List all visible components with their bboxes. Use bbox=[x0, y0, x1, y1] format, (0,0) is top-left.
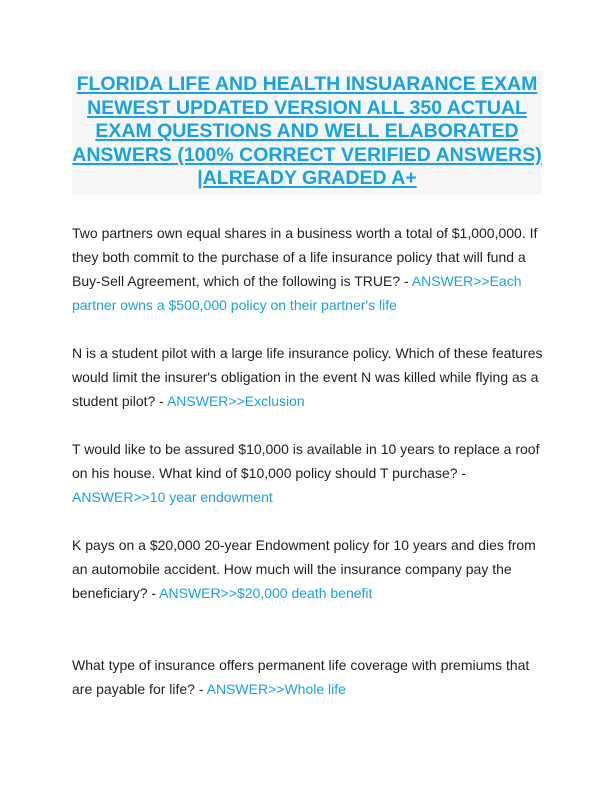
title-banner bbox=[72, 70, 542, 195]
answer-text: ANSWER>>$20,000 death benefit bbox=[159, 585, 373, 601]
question-text: N is a student pilot with a large life insurance policy. Which of these features would limit the insurer's obligation in the event N was killed while flying as a student pilot? - bbox=[72, 345, 543, 409]
qa-item-4 bbox=[72, 533, 552, 605]
question-text: K pays on a $20,000 20-year Endowment policy for 10 years and dies from an automobile accident. How much will the insurance company pay the beneficiary? - bbox=[72, 537, 536, 601]
qa-item-1 bbox=[72, 221, 552, 317]
qa-item-3 bbox=[72, 437, 552, 509]
answer-text: ANSWER>>Whole life bbox=[206, 681, 346, 697]
question-text: What type of insurance offers permanent life coverage with premiums that are payable for life? - bbox=[72, 657, 530, 697]
answer-text: ANSWER>>Each partner owns a $500,000 policy on their partner's life bbox=[72, 273, 522, 313]
qa-list bbox=[72, 221, 552, 701]
qa-item-2 bbox=[72, 341, 552, 413]
qa-item-5 bbox=[72, 653, 552, 701]
answer-text: ANSWER>>Exclusion bbox=[166, 393, 305, 409]
answer-text: ANSWER>>10 year endowment bbox=[72, 489, 273, 505]
document-title: FLORIDA LIFE AND HEALTH INSUARANCE EXAM NEWEST UPDATED VERSION ALL 350 ACTUAL EXAM QUESTIONS AND WELL ELABORATED ANSWERS (100% CORRECT VERIFIED ANSWERS) |ALREADY GRADED A+ bbox=[72, 73, 542, 189]
question-text: Two partners own equal shares in a business worth a total of $1,000,000. If they both commit to the purchase of a life insurance policy that will fund a Buy-Sell Agreement, which of the following is TRUE? - bbox=[72, 225, 538, 289]
question-text: T would like to be assured $10,000 is available in 10 years to replace a roof on his house. What kind of $10,000 policy should T purchase? - bbox=[72, 441, 540, 481]
